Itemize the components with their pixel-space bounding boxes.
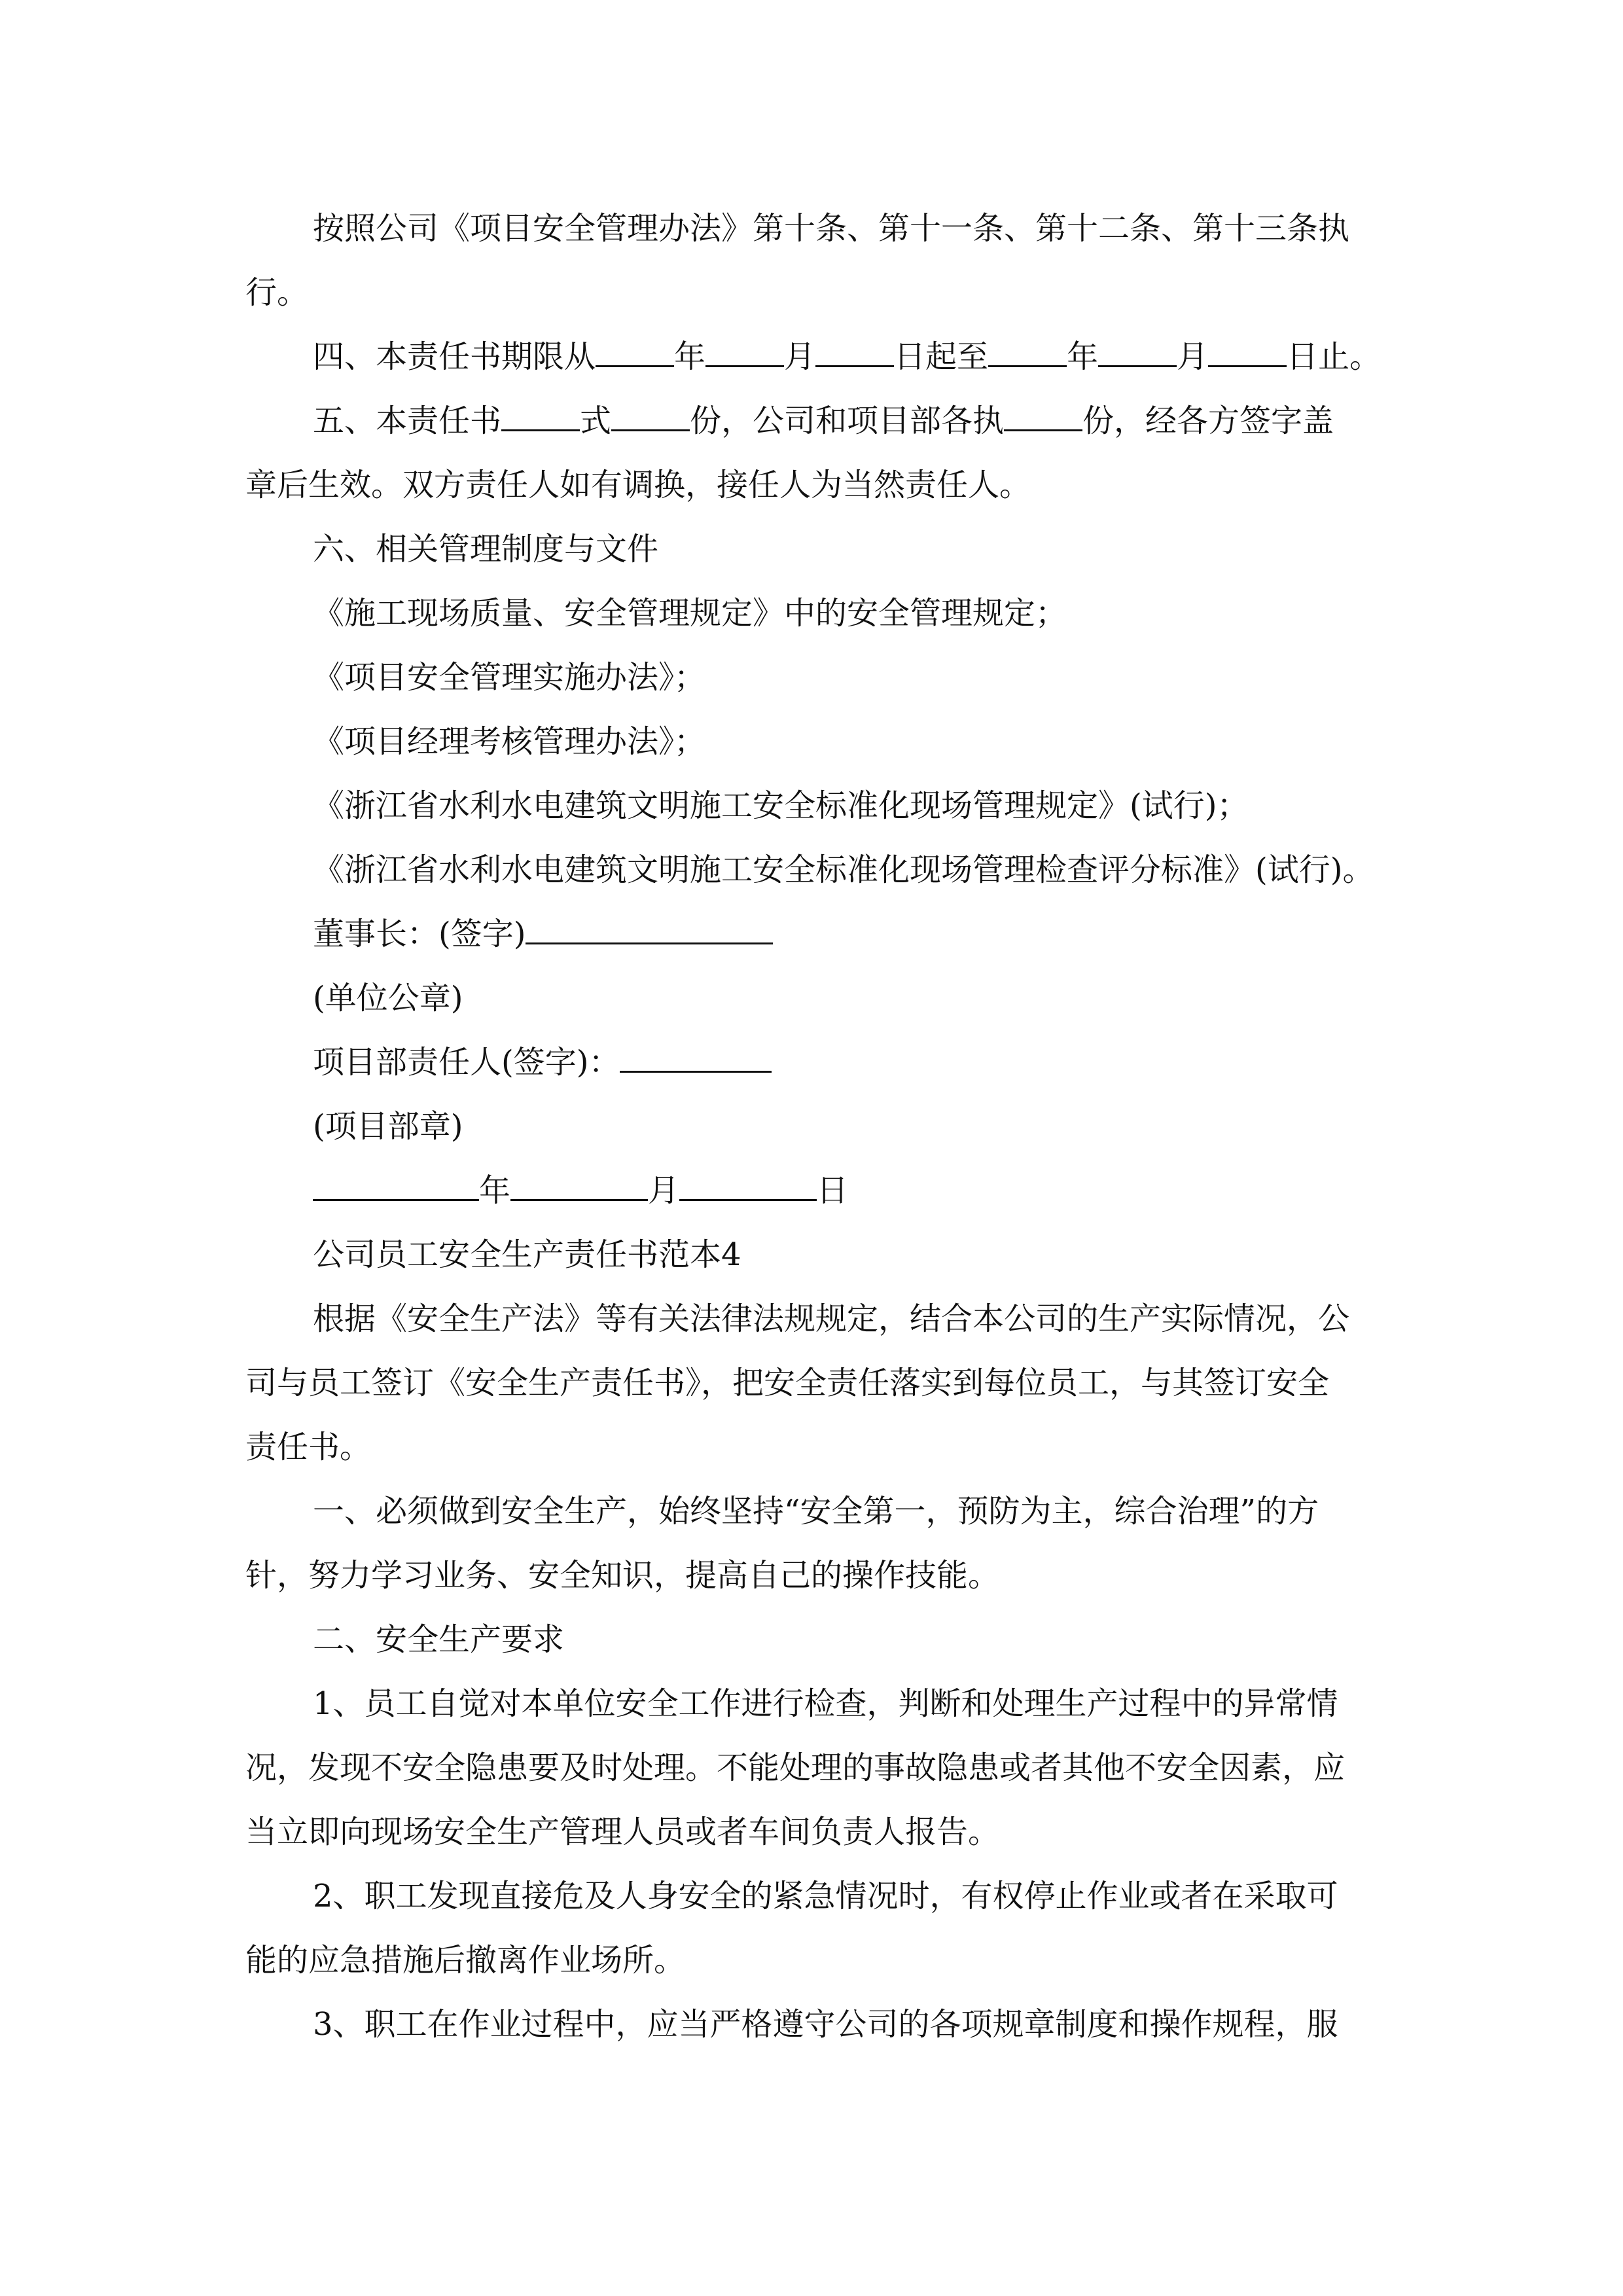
paragraph-line: 1、员工自觉对本单位安全工作进行检查，判断和处理生产过程中的异常情 xyxy=(313,1685,1338,1722)
blank-field xyxy=(679,1161,817,1201)
blank-field xyxy=(815,327,894,367)
copies-label: 五、本责任书 xyxy=(313,403,502,439)
blank-field xyxy=(501,391,580,431)
paragraph-line: 能的应急措施后撤离作业场所。 xyxy=(245,1942,686,1979)
paragraph-line: 责任书。 xyxy=(245,1429,372,1465)
paragraph-line: 当立即向现场安全生产管理人员或者车间负责人报告。 xyxy=(245,1814,1000,1850)
date-line xyxy=(0,1158,1623,1223)
manager-signature-line xyxy=(0,1030,1623,1094)
term-month-2: 月 xyxy=(1177,338,1209,375)
paragraph-line: 一、必须做到安全生产，始终坚持“安全第一，预防为主，综合治理”的方 xyxy=(313,1493,1319,1530)
paragraph-line: 按照公司《项目安全管理办法》第十条、第十一条、第十二条、第十三条执 xyxy=(313,210,1350,247)
chairman-signature-label: 董事长：(签字) xyxy=(313,916,526,952)
paragraph-line: 针，努力学习业务、安全知识，提高自己的操作技能。 xyxy=(245,1557,1000,1594)
copies-style: 式 xyxy=(580,403,612,439)
date-day: 日 xyxy=(817,1172,849,1209)
copies-part: 份，公司和项目部各执 xyxy=(690,403,1005,439)
term-line xyxy=(0,325,1623,389)
list-item: 《施工现场质量、安全管理规定》中的安全管理规定； xyxy=(313,595,1067,632)
paragraph-line: 3、职工在作业过程中，应当严格遵守公司的各项规章制度和操作规程，服 xyxy=(313,2006,1338,2043)
date-year: 年 xyxy=(479,1172,511,1209)
paragraph-line: 司与员工签订《安全生产责任书》，把安全责任落实到每位员工，与其签订安全 xyxy=(245,1365,1330,1401)
blank-field xyxy=(705,327,784,367)
term-day-from: 日起至 xyxy=(894,338,989,375)
company-seal-label: (单位公章) xyxy=(313,980,463,1016)
manager-signature-label: 项目部责任人(签字)： xyxy=(313,1044,620,1081)
date-month: 月 xyxy=(648,1172,680,1209)
blank-field xyxy=(1004,391,1082,431)
chairman-signature-line xyxy=(0,902,1623,966)
list-item: 《浙江省水利水电建筑文明施工安全标准化现场管理规定》(试行)； xyxy=(313,787,1249,824)
paragraph-line: 章后生效。双方责任人如有调换，接任人为当然责任人。 xyxy=(245,467,1031,503)
signature-blank xyxy=(526,905,773,944)
copies-line xyxy=(0,389,1623,453)
blank-field xyxy=(1208,327,1287,367)
copies-tail: 份，经各方签字盖 xyxy=(1082,403,1334,439)
term-day-to: 日止。 xyxy=(1287,338,1382,375)
paragraph-line: 行。 xyxy=(245,274,309,311)
section-heading: 二、安全生产要求 xyxy=(313,1621,565,1658)
list-item: 《项目经理考核管理办法》； xyxy=(313,723,706,760)
list-item: 《项目安全管理实施办法》； xyxy=(313,659,706,696)
document-subtitle: 公司员工安全生产责任书范本4 xyxy=(313,1236,741,1273)
blank-field xyxy=(510,1161,648,1201)
blank-field xyxy=(988,327,1067,367)
blank-field xyxy=(596,327,674,367)
paragraph-line: 2、职工发现直接危及人身安全的紧急情况时，有权停止作业或者在采取可 xyxy=(313,1878,1338,1914)
signature-blank xyxy=(620,1033,772,1073)
paragraph-line: 根据《安全生产法》等有关法律法规规定，结合本公司的生产实际情况，公 xyxy=(313,1300,1350,1337)
term-label: 四、本责任书期限从 xyxy=(313,338,596,375)
list-item: 《浙江省水利水电建筑文明施工安全标准化现场管理检查评分标准》(试行)。 xyxy=(313,852,1374,888)
term-month: 月 xyxy=(784,338,816,375)
paragraph-line: 况，发现不安全隐患要及时处理。不能处理的事故隐患或者其他不安全因素，应 xyxy=(245,1749,1346,1786)
term-year-2: 年 xyxy=(1067,338,1099,375)
blank-field xyxy=(1098,327,1177,367)
term-year: 年 xyxy=(674,338,706,375)
project-seal-label: (项目部章) xyxy=(313,1108,463,1145)
blank-field xyxy=(611,391,690,431)
section-heading: 六、相关管理制度与文件 xyxy=(313,531,659,567)
blank-field xyxy=(313,1161,479,1201)
